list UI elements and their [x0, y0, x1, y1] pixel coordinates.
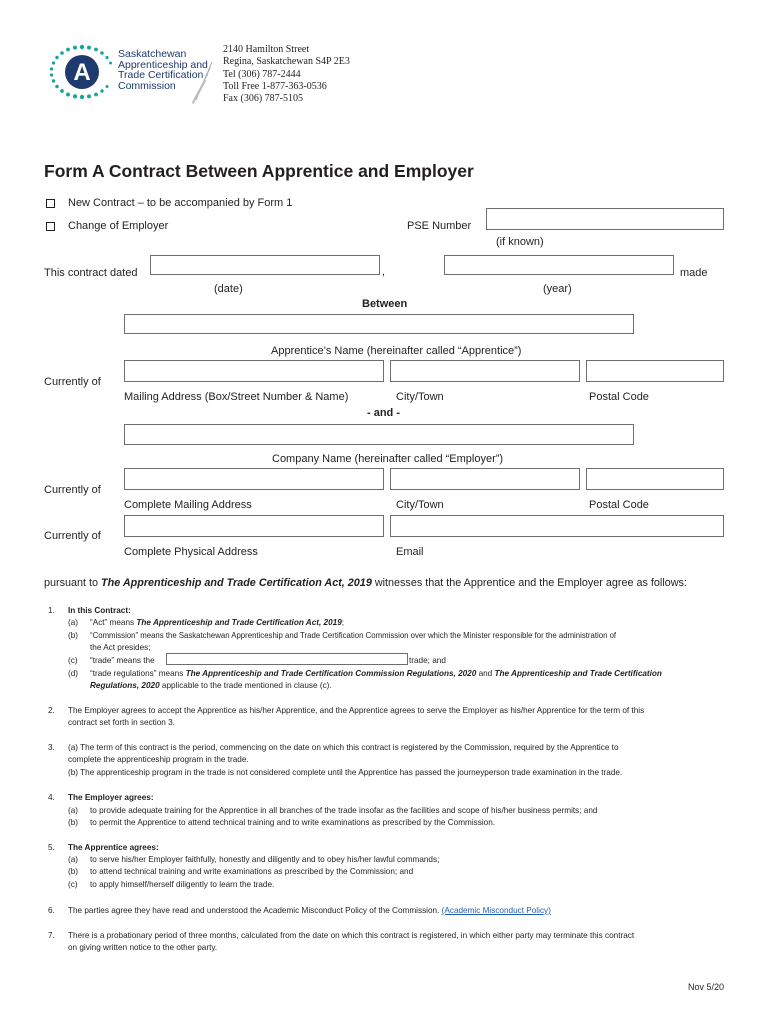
comma: ,	[382, 266, 386, 278]
made-label: made	[680, 267, 708, 279]
pse-number-field[interactable]	[486, 208, 724, 230]
change-employer-label: Change of Employer	[68, 220, 169, 232]
clause-4b-text: to permit the Apprentice to attend technical training and to write examinations as prescribed by the Commission.	[90, 818, 496, 827]
clause-1b-text-2: the Act presides;	[90, 643, 151, 652]
apprentice-currently-of: Currently of	[44, 376, 101, 388]
clause-7-line-1: There is a probationary period of three months, calculated from the date on which this contract is registered, in which either party may terminate this contract	[68, 931, 635, 940]
clause-5b-label: (b)	[68, 867, 79, 876]
clause-5-heading: The Apprentice agrees:	[68, 843, 159, 852]
logo-letter: A	[73, 59, 91, 86]
pursuant-act: The Apprenticeship and Trade Certification Act, 2019	[101, 577, 372, 589]
employer-city-label: City/Town	[396, 499, 444, 511]
apprentice-name-field[interactable]	[124, 314, 634, 334]
clause-1c-label: (c)	[68, 656, 78, 665]
apprentice-city-label: City/Town	[396, 391, 444, 403]
org-line-3: Trade Certification	[118, 69, 204, 82]
apprentice-mailing-label: Mailing Address (Box/Street Number & Name)	[124, 391, 349, 403]
pursuant-post: witnesses that the Apprentice and the Employer agree as follows:	[371, 577, 687, 589]
decorative-swoosh-icon	[190, 60, 214, 104]
clause-7-number: 7.	[48, 931, 55, 940]
clause-7-line-2: on giving written notice to the other party.	[68, 943, 218, 952]
new-contract-label: New Contract – to be accompanied by Form 1	[68, 197, 293, 209]
employer-currently-of-1: Currently of	[44, 484, 101, 496]
change-employer-checkbox[interactable]	[46, 222, 55, 231]
apprentice-postal-field[interactable]	[586, 360, 724, 382]
clause-1b-text: “Commission” means the Saskatchewan Apprenticeship and Trade Certification Commission over which the Minister responsible for the administration of	[90, 631, 617, 640]
clause-3-line-1: (a) The term of this contract is the period, commencing on the date on which this contract is registered by the Commission, required by the Apprentice to	[68, 743, 619, 752]
clause-5a-text: to serve his/her Employer faithfully, honestly and diligently and to obey his/her lawful commands;	[90, 855, 440, 864]
employer-mailing-field[interactable]	[124, 468, 384, 490]
address-line-1: 2140 Hamilton Street	[223, 44, 310, 55]
clause-2-number: 2.	[48, 706, 55, 715]
address-line-2: Regina, Saskatchewan S4P 2E3	[223, 56, 350, 68]
pse-number-note: (if known)	[496, 236, 544, 248]
org-line-2: Apprenticeship and	[118, 58, 208, 71]
clause-5c-label: (c)	[68, 880, 78, 889]
apprentice-postal-label: Postal Code	[589, 391, 649, 403]
clause-5-number: 5.	[48, 843, 55, 852]
clause-4a-text: to provide adequate training for the Apprentice in all branches of the trade insofar as the facilities and scope of his/her business permits; and	[90, 806, 598, 815]
toll-free: Toll Free 1-877-363-0536	[223, 80, 327, 92]
contract-year-field[interactable]	[444, 255, 674, 275]
employer-postal-field[interactable]	[586, 468, 724, 490]
clause-5b-text: to attend technical training and write examinations as prescribed by the Commission; and	[90, 867, 414, 876]
company-name-label: Company Name (hereinafter called “Employer”)	[272, 453, 504, 465]
apprentice-city-field[interactable]	[390, 360, 580, 382]
employer-email-label: Email	[396, 546, 424, 558]
org-line-1: Saskatchewan	[118, 48, 187, 60]
clause-4a-label: (a)	[68, 806, 79, 815]
and-label: - and -	[367, 407, 400, 419]
employer-email-field[interactable]	[390, 515, 724, 537]
clause-1-number: 1.	[48, 606, 55, 615]
new-contract-checkbox[interactable]	[46, 199, 55, 208]
employer-physical-field[interactable]	[124, 515, 384, 537]
apprentice-name-label: Apprentice’s Name (hereinafter called “Apprentice”)	[271, 345, 522, 357]
employer-physical-label: Complete Physical Address	[124, 546, 258, 558]
satcc-logo-icon	[46, 44, 118, 100]
clause-3-line-2: complete the apprenticeship program in the trade.	[68, 755, 249, 764]
contract-date-field[interactable]	[150, 255, 380, 275]
employer-postal-label: Postal Code	[589, 499, 649, 511]
org-line-4: Commission	[118, 79, 176, 92]
company-name-field[interactable]	[124, 424, 634, 445]
clause-1c-pre: “trade” means the	[90, 656, 155, 665]
contract-dated-label: This contract dated	[44, 267, 138, 279]
date-caption: (date)	[214, 283, 243, 295]
clause-1-heading: In this Contract:	[68, 606, 131, 615]
clause-3-number: 3.	[48, 743, 55, 752]
employer-currently-of-2: Currently of	[44, 530, 101, 542]
pursuant-statement	[44, 577, 687, 589]
clause-4b-label: (b)	[68, 818, 79, 827]
clause-4-number: 4.	[48, 793, 55, 802]
clause-1d-label: (d)	[68, 669, 79, 678]
pse-number-label: PSE Number	[407, 220, 472, 232]
clause-1a-text: “Act” means The Apprenticeship and Trade Certification Act, 2019;	[90, 618, 345, 627]
phone: Tel (306) 787-2444	[223, 68, 301, 80]
contact-block	[223, 44, 350, 105]
academic-misconduct-policy-link[interactable]: (Academic Misconduct Policy)	[441, 906, 551, 915]
clause-3-line-3: (b) The apprenticeship program in the trade is not considered complete until the Apprentice has passed the journeyperson trade examination in the trade.	[68, 768, 623, 777]
clause-6-number: 6.	[48, 906, 55, 915]
clause-4-heading: The Employer agrees:	[68, 793, 154, 802]
clause-1d-text-2: Regulations, 2020 applicable to the trade mentioned in clause (c).	[90, 681, 332, 690]
clause-1d-text: “trade regulations” means The Apprenticeship and Trade Certification Commission Regulations, 2020 and The Apprenticeship and Trade Certification	[90, 669, 662, 678]
clause-1a-label: (a)	[68, 618, 79, 627]
clause-1b-label: (b)	[68, 631, 79, 640]
pursuant-pre: pursuant to	[44, 577, 102, 589]
trade-field[interactable]	[166, 653, 408, 665]
between-label: Between	[362, 298, 408, 310]
revision-date: Nov 5/20	[688, 982, 725, 992]
clause-6-text: The parties agree they have read and understood the Academic Misconduct Policy of the Commission. (Academic Misconduct Policy)	[68, 906, 551, 915]
form-title: Form A Contract Between Apprentice and Employer	[44, 161, 474, 181]
clause-5a-label: (a)	[68, 855, 79, 864]
employer-mailing-label: Complete Mailing Address	[124, 499, 252, 511]
year-caption: (year)	[543, 283, 572, 295]
clause-2-line-2: contract set forth in section 3.	[68, 718, 175, 727]
employer-city-field[interactable]	[390, 468, 580, 490]
apprentice-mailing-field[interactable]	[124, 360, 384, 382]
clause-5c-text: to apply himself/herself diligently to learn the trade.	[90, 880, 275, 889]
clause-2-line-1: The Employer agrees to accept the Apprentice as his/her Apprentice, and the Apprentice agrees to serve the Employer as his/her Apprentice for the term of this	[68, 706, 645, 715]
clause-1c-post: trade; and	[409, 656, 446, 665]
fax: Fax (306) 787-5105	[223, 93, 303, 105]
